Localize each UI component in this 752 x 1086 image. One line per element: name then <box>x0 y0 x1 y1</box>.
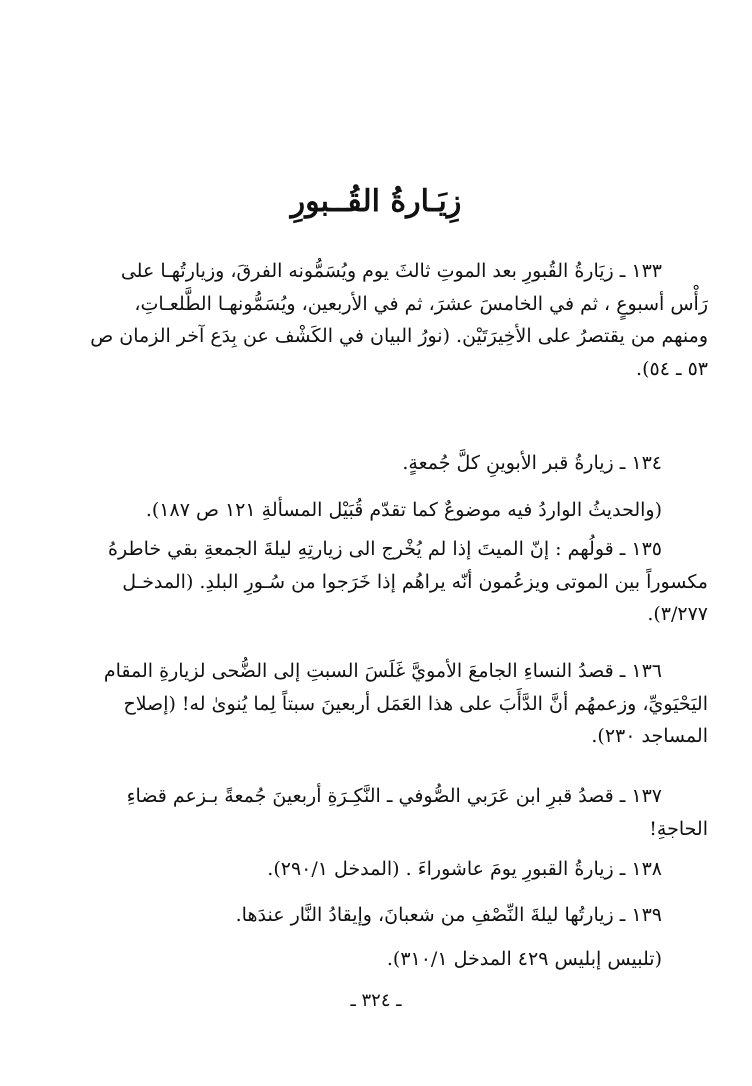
chapter-title: زِيَـارةُ القُــبورِ <box>290 184 462 219</box>
entry-139-note <box>44 943 708 976</box>
entry-line: ١٣٣ ـ زيَارةُ القُبورِ بعد الموتِ ثالثَ يوم ويُسَمُّونه الفرقَ، وزيارتُهـا على <box>120 260 662 282</box>
entry-line: مكسوراً بين الموتى ويزعُمون أنّه يراهُم إذا خَرَجوا من سُـورِ البلدِ. (المدخـل <box>122 570 708 593</box>
entry-134 <box>44 447 708 480</box>
entry-line: ١٣٨ ـ زيارةُ القبورِ يومَ عاشوراءَ . (المدخل ٢٩٠/١). <box>267 858 662 880</box>
entry-line: اليَحْيَويِّ، وزعمهُم أنَّ الدَّأَبَ على هذا العَمَل أربعينَ سبتاً لِما يُنوىٰ له! (إصلاح <box>123 692 708 715</box>
entry-line: رَأْس أسبوعٍ ، ثم في الخامسَ عشرَ، ثم في الأربعين، ويُسَمُّونهـا الطَّلعـاتِ، <box>134 292 708 315</box>
entry-line: الحاجةِ! <box>649 817 708 840</box>
entry-134-note <box>44 494 708 527</box>
document-page <box>44 0 708 1086</box>
page-number: ـ ٣٢٤ ـ <box>350 990 402 1011</box>
entry-line: ١٣٤ ـ زيارةُ قبر الأبوينِ كلَّ جُمعةٍ. <box>402 452 662 474</box>
entry-135 <box>44 533 708 631</box>
entry-line: ٣/٢٧٧). <box>647 603 708 625</box>
entry-136 <box>44 655 708 753</box>
entry-line: ومنهم من يقتصرُ على الأخِيرَتَيْن. (نورُ البيان في الكَشْف عن بِدَع آخر الزمان ص <box>90 325 708 347</box>
entry-138 <box>44 853 708 886</box>
entry-line: ١٣٧ ـ قصدُ قبرِ ابن عَرَبي الصُّوفي ـ النَّكِـرَةِ أربعينَ جُمعةً بـزعم قضاءِ <box>126 785 662 807</box>
entry-line: ١٣٦ ـ قصدُ النساءِ الجامعَ الأمويَّ غَلَسَ السبتِ إلى الضُّحى لزيارةِ المقام <box>103 660 662 682</box>
entry-139 <box>44 899 708 932</box>
entry-line: (تلبيس إبليس ٤٢٩ المدخل ٣١٠/١). <box>386 948 662 970</box>
entry-133 <box>44 255 708 385</box>
entry-line: ٥٣ ـ ٥٤). <box>636 357 708 380</box>
entry-137 <box>44 780 708 845</box>
entry-line: (والحديثُ الواردُ فيه موضوعٌ كما تقدّم قُبَيْل المسألةِ ١٢١ ص ١٨٧). <box>145 499 662 521</box>
entry-line: ١٣٩ ـ زيارتُها ليلةَ النِّصْفِ من شعبانَ، وإيقادُ النَّار عندَها. <box>235 904 662 926</box>
entry-line: المساجد ٢٣٠). <box>591 725 708 747</box>
entry-line: ١٣٥ ـ قولُهم : إنّ الميتَ إذا لم يُخْرج الى زيارتِهِ ليلةَ الجمعةِ بقي خاطرهُ <box>108 538 662 560</box>
